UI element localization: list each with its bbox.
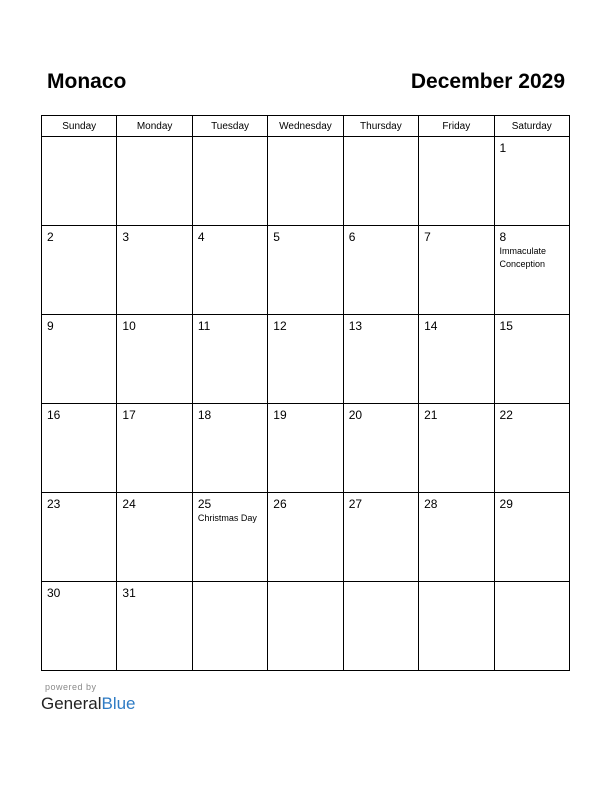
- powered-by-label: powered by: [45, 682, 97, 692]
- day-cell: [419, 493, 494, 582]
- day-cell: [343, 226, 418, 315]
- weekday-header-row: [42, 116, 570, 137]
- day-cell: [192, 226, 267, 315]
- calendar-body: [42, 137, 570, 671]
- day-number: 2: [47, 230, 54, 244]
- day-cell: [117, 493, 192, 582]
- month-title: December 2029: [410, 70, 565, 93]
- day-number: 29: [499, 497, 513, 511]
- week-row: [42, 404, 570, 493]
- day-number: 9: [47, 319, 54, 333]
- day-number: 5: [273, 230, 280, 244]
- day-cell: [343, 493, 418, 582]
- day-cell: [117, 226, 192, 315]
- day-cell: [419, 315, 494, 404]
- day-number: 30: [47, 586, 61, 600]
- day-cell: [494, 226, 569, 315]
- day-number: 12: [273, 319, 287, 333]
- day-number: 8: [499, 230, 507, 244]
- day-cell: [117, 315, 192, 404]
- day-cell: [343, 315, 418, 404]
- day-cell: [268, 137, 343, 226]
- day-number: 14: [424, 319, 438, 333]
- day-cell: [494, 493, 569, 582]
- brand-blue-text: Blue: [101, 694, 136, 713]
- day-number: 7: [424, 230, 431, 244]
- day-cell: [343, 404, 418, 493]
- footer: [41, 682, 136, 714]
- day-number: 18: [197, 408, 212, 422]
- day-cell: [268, 404, 343, 493]
- day-number: 23: [47, 497, 61, 511]
- day-number: 26: [273, 497, 287, 511]
- day-cell: [117, 137, 192, 226]
- week-row: [42, 226, 570, 315]
- week-row: [42, 582, 570, 671]
- weekday-header: Saturday: [494, 116, 569, 137]
- day-cell: [42, 226, 117, 315]
- week-row: [42, 493, 570, 582]
- day-cell: [192, 404, 267, 493]
- day-number: 21: [424, 408, 438, 422]
- day-cell: [42, 315, 117, 404]
- weekday-header: Wednesday: [268, 116, 343, 137]
- day-number: 6: [348, 230, 356, 244]
- day-number: 17: [122, 408, 136, 422]
- day-cell: [42, 493, 117, 582]
- day-cell: [419, 582, 494, 671]
- day-number: 10: [122, 319, 136, 333]
- day-cell: [268, 493, 343, 582]
- day-cell: [494, 404, 569, 493]
- day-cell: [343, 137, 418, 226]
- weekday-header: Monday: [117, 116, 192, 137]
- day-cell: [494, 137, 569, 226]
- day-number: 1: [499, 141, 507, 155]
- day-cell: [494, 315, 569, 404]
- day-cell: [117, 582, 192, 671]
- day-cell: [42, 582, 117, 671]
- calendar-header: [41, 70, 571, 100]
- day-cell: [494, 582, 569, 671]
- day-cell: [268, 315, 343, 404]
- day-cell: [192, 582, 267, 671]
- day-cell: [192, 493, 267, 582]
- day-number: 4: [197, 230, 205, 244]
- day-cell: [268, 226, 343, 315]
- day-number: 27: [348, 497, 363, 511]
- day-number: 13: [348, 319, 363, 333]
- day-cell: [42, 137, 117, 226]
- day-number: 15: [499, 319, 513, 333]
- day-cell: [419, 226, 494, 315]
- day-cell: [343, 582, 418, 671]
- day-number: 11: [197, 319, 211, 333]
- day-number: 19: [273, 408, 287, 422]
- day-number: 24: [122, 497, 136, 511]
- brand-general-text: General: [41, 694, 102, 713]
- day-cell: [419, 404, 494, 493]
- day-number: 3: [122, 230, 130, 244]
- weekday-header: Tuesday: [192, 116, 267, 137]
- day-cell: [192, 137, 267, 226]
- day-number: 28: [424, 497, 438, 511]
- holiday-label: Christmas Day: [197, 513, 257, 523]
- holiday-label: Immaculate Conception: [499, 246, 547, 269]
- brand-logo: [41, 694, 136, 714]
- day-cell: [419, 137, 494, 226]
- day-cell: [117, 404, 192, 493]
- country-title: Monaco: [47, 70, 127, 93]
- day-number: 25: [197, 497, 212, 511]
- day-number: 16: [47, 408, 61, 422]
- calendar-grid: [41, 115, 570, 671]
- week-row: [42, 315, 570, 404]
- weekday-header: Sunday: [42, 116, 117, 137]
- weekday-header: Thursday: [343, 116, 418, 137]
- day-cell: [42, 404, 117, 493]
- weekday-header: Friday: [419, 116, 494, 137]
- week-row: [42, 137, 570, 226]
- day-number: 20: [348, 408, 363, 422]
- day-number: 31: [122, 586, 136, 600]
- day-number: 22: [499, 408, 513, 422]
- day-cell: [192, 315, 267, 404]
- day-cell: [268, 582, 343, 671]
